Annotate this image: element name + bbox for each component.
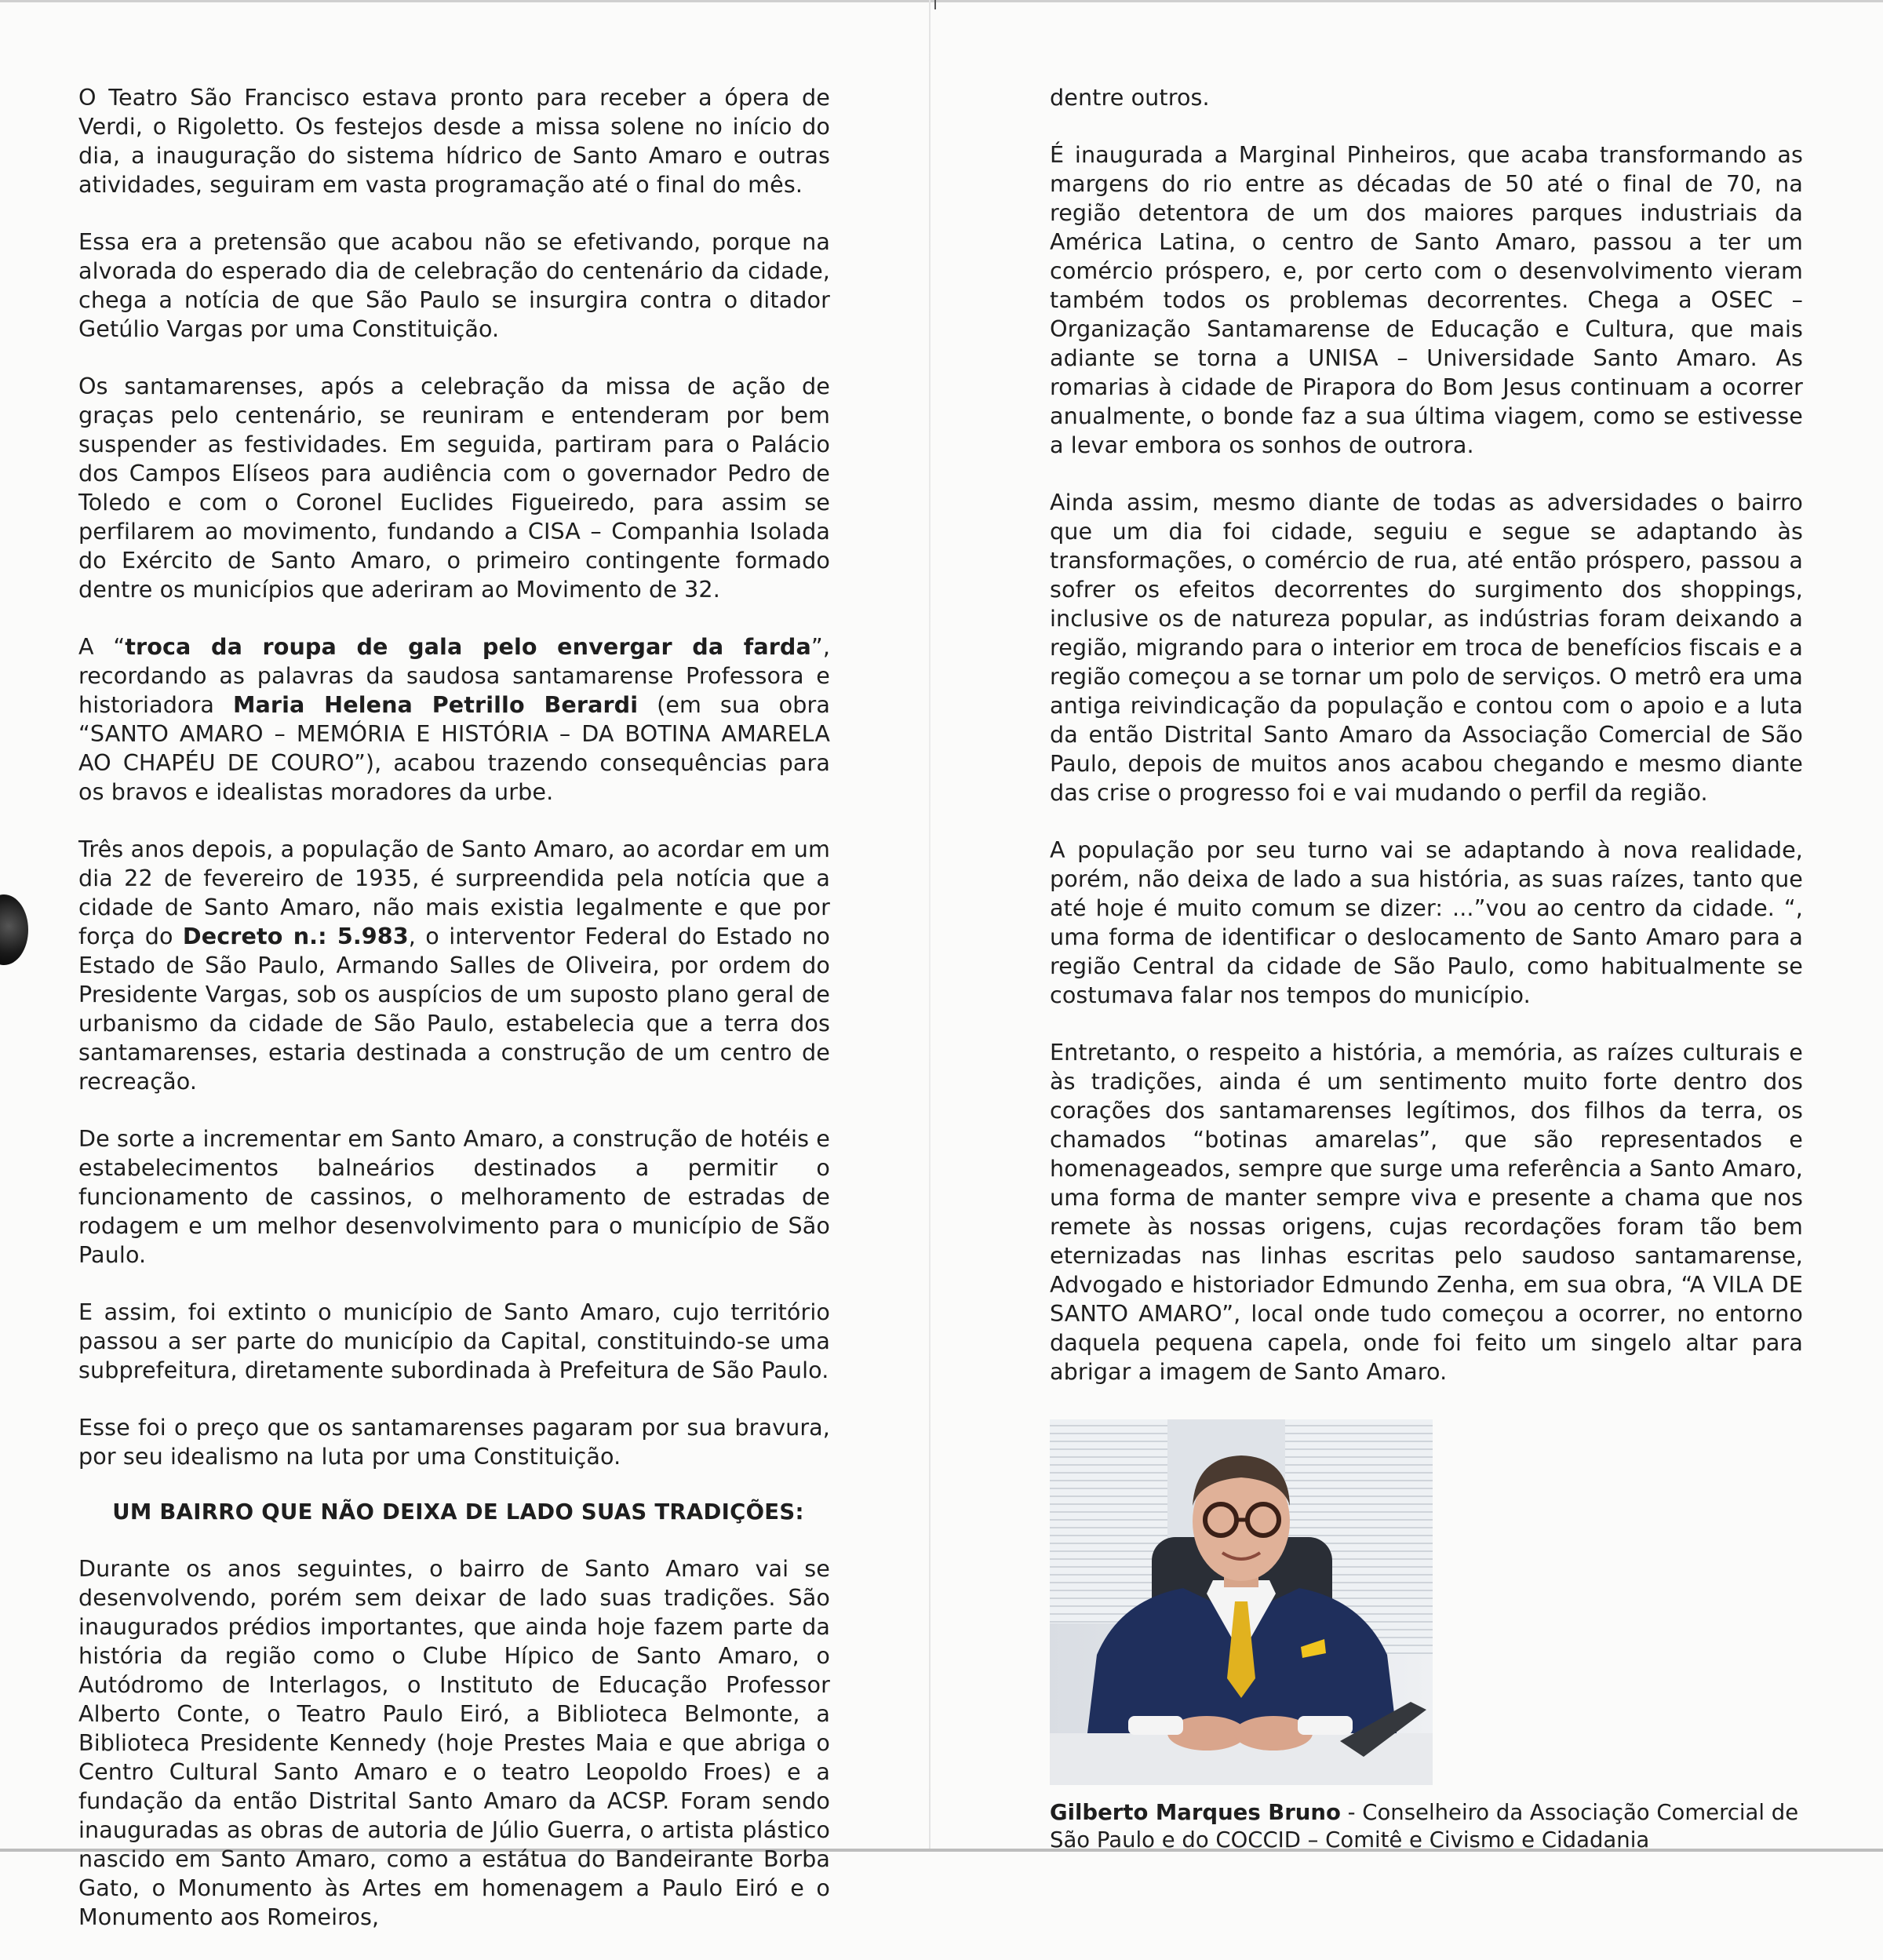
text-run: Os santamarenses, após a celebração da missa de ação de graças pelo centenário, se reuniram e entenderam por bem suspender as festividades. Em seguida, partiram para o Palácio dos Campos Elíseos para audiência com o governador Pedro de Toledo e com o Coronel Euclides Figueiredo, para assim se perfilarem ao movimento, fundando a CISA – Companhia Isolada do Exército de Santo Amaro, o primeiro contingente formado dentre os municípios que aderiram ao Movimento de 32. [78, 373, 830, 603]
paragraph [78, 632, 830, 807]
bold-text: troca da roupa de gala pelo envergar da farda [125, 633, 811, 660]
paragraph: Ainda assim, mesmo diante de todas as adversidades o bairro que um dia foi cidade, seguiu e segue se adaptando às transformações, o comércio de rua, até então próspero, passou a sofrer os efeitos decorrentes do surgimento dos shoppings, inclusive os de natureza popular, as indústrias foram deixando a região, migrando para o interior em troca de benefícios fiscais e a região começou a se tornar um polo de serviços. O metrô era uma antiga reivindicação da população e contou com o apoio e a luta da então Distrital Santo Amaro da Associação Comercial de São Paulo, depois de muitos anos acabou chegando e mesmo diante das crise o progresso foi e vai mudando o perfil da região. [1050, 489, 1803, 806]
text-run: Três anos depois, a população de Santo Amaro, ao acordar em um dia 22 de fevereiro de 1935, é surpreendida pela notícia que a cidade de Santo Amaro, não mais existia legalmente e que por força do [78, 836, 830, 949]
photo-caption [1050, 1799, 1803, 1854]
caption-role: - Conselheiro da Associação Comercial de São Paulo e do COCCID – Comitê e Civismo e Cidadania [1050, 1800, 1799, 1853]
author-portrait-illustration [1050, 1419, 1433, 1785]
author-photo [1050, 1419, 1433, 1785]
right-page-column [1050, 83, 1803, 1854]
page-top-edge [0, 0, 1883, 2]
paragraph-after-heading: Durante os anos seguintes, o bairro de Santo Amaro vai se desenvolvendo, porém sem deixar de lado suas tradições. São inaugurados prédios importantes, que ainda hoje fazem parte da história da região como o Clube Hípico de Santo Amaro, o Autódromo de Interlagos, o Instituto de Educação Professor Alberto Conte, o Teatro Paulo Eiró, a Biblioteca Belmonte, a Biblioteca Presidente Kennedy (hoje Prestes Maia e que abriga o Centro Cultural Santo Amaro e o teatro Leopoldo Froes) e a fundação da então Distrital Santo Amaro da ACSP. Foram sendo inauguradas as obras de autoria de Júlio Guerra, o artista plástico nascido em Santo Amaro, como a estátua do Bandeirante Borba Gato, o Monumento às Artes em homenagem a Paulo Eiró e o Monumento aos Romeiros, [78, 1555, 830, 1930]
paragraph [78, 1413, 830, 1471]
text-run: A “ [78, 633, 126, 660]
paragraph: Entretanto, o respeito a história, a memória, as raízes culturais e às tradições, ainda é um sentimento muito forte dentro dos corações dos santamarenses legítimos, dos filhos da terra, os chamados “botinas amarelas”, que são representados e homenageados, sempre que surge uma referência a Santo Amaro, uma forma de manter sempre viva e presente a chama que nos remete às nossas origens, cujas recordações foram tão bem eternizadas nas linhas escritas pelo saudoso santamarense, Advogado e historiador Edmundo Zenha, em sua obra, “A VILA DE SANTO AMARO”, local onde tudo começou a ocorrer, no entorno daquela pequena capela, onde foi feito um singelo altar para abrigar a imagem de Santo Amaro. [1050, 1039, 1803, 1385]
text-run: De sorte a incrementar em Santo Amaro, a construção de hotéis e estabelecimentos balneários destinados a permitir o funcionamento de cassinos, o melhoramento de estradas de rodagem e um melhor desenvolvimento para o município de São Paulo. [78, 1125, 830, 1268]
book-spine [929, 0, 931, 1852]
section-heading: UM BAIRRO QUE NÃO DEIXA DE LADO SUAS TRADIÇÕES: [112, 1499, 804, 1525]
left-paragraphs [78, 83, 830, 1471]
left-page-column [78, 83, 830, 1960]
paragraph [78, 1298, 830, 1385]
text-run: Esse foi o preço que os santamarenses pagaram por sua bravura, por seu idealismo na luta por uma Constituição. [78, 1414, 830, 1470]
spine-mark [934, 0, 936, 9]
text-run: E assim, foi extinto o município de Santo Amaro, cujo território passou a ser parte do município da Capital, constituindo-se uma subprefeitura, diretamente subordinada à Prefeitura de São Paulo. [78, 1299, 830, 1383]
paragraph [78, 372, 830, 604]
text-run: (em sua obra “SANTO AMARO – MEMÓRIA E HISTÓRIA – DA BOTINA AMARELA AO CHAPÉU DE COURO”), acabou trazendo consequências para os bravos e idealistas moradores da urbe. [78, 691, 830, 805]
paragraph [78, 83, 830, 199]
text-run: ”, recordando as palavras da saudosa santamarense Professora e historiadora [78, 633, 831, 718]
caption-author-name: Gilberto Marques Bruno [1050, 1800, 1341, 1825]
text-run: Essa era a pretensão que acabou não se efetivando, porque na alvorada do esperado dia de celebração do centenário da cidade, chega a notícia de que São Paulo se insurgira contra o ditador Getúlio Vargas por uma Constituição. [78, 228, 830, 342]
bold-text: Decreto n.: 5.983 [182, 923, 409, 949]
bold-text: Maria Helena Petrillo Berardi [232, 691, 639, 718]
paragraph [78, 1124, 830, 1270]
paragraph: dentre outros. [1050, 84, 1210, 111]
binding-hole [0, 894, 28, 965]
paragraph [78, 228, 830, 344]
paragraph: É inaugurada a Marginal Pinheiros, que acaba transformando as margens do rio entre as décadas de 50 até o final de 70, na região detentora de um dos maiores parques industriais da América Latina, o centro de Santo Amaro, passou a ter um comércio próspero, e, por certo com o desenvolvimento vieram também todos os problemas decorrentes. Chega a OSEC – Organização Santamarense de Educação e Cultura, que mais adiante se torna a UNISA – Universidade Santo Amaro. As romarias à cidade de Pirapora do Bom Jesus continuam a ocorrer anualmente, o bonde faz a sua última viagem, como se estivesse a levar embora os sonhos de outrora. [1050, 141, 1803, 458]
text-run: O Teatro São Francisco estava pronto para receber a ópera de Verdi, o Rigoletto. Os festejos desde a missa solene no início do dia, a inauguração do sistema hídrico de Santo Amaro e outras atividades, seguiram em vasta programação até o final do mês. [78, 84, 830, 198]
paragraph: A população por seu turno vai se adaptando à nova realidade, porém, não deixa de lado a sua história, as suas raízes, tanto que até hoje é muito comum se dizer: ...”vou ao centro da cidade. “, uma forma de identificar o deslocamento de Santo Amaro para a região Central da cidade de São Paulo, como habitualmente se costumava falar nos tempos do município. [1050, 836, 1803, 1008]
text-run: , o interventor Federal do Estado no Estado de São Paulo, Armando Salles de Oliveira, por ordem do Presidente Vargas, sob os auspícios de um suposto plano geral de urbanismo da cidade de São Paulo, estabelecia que a terra dos santamarenses, estaria destinada a construção de um centro de recreação. [78, 923, 831, 1095]
paragraph [78, 835, 830, 1096]
